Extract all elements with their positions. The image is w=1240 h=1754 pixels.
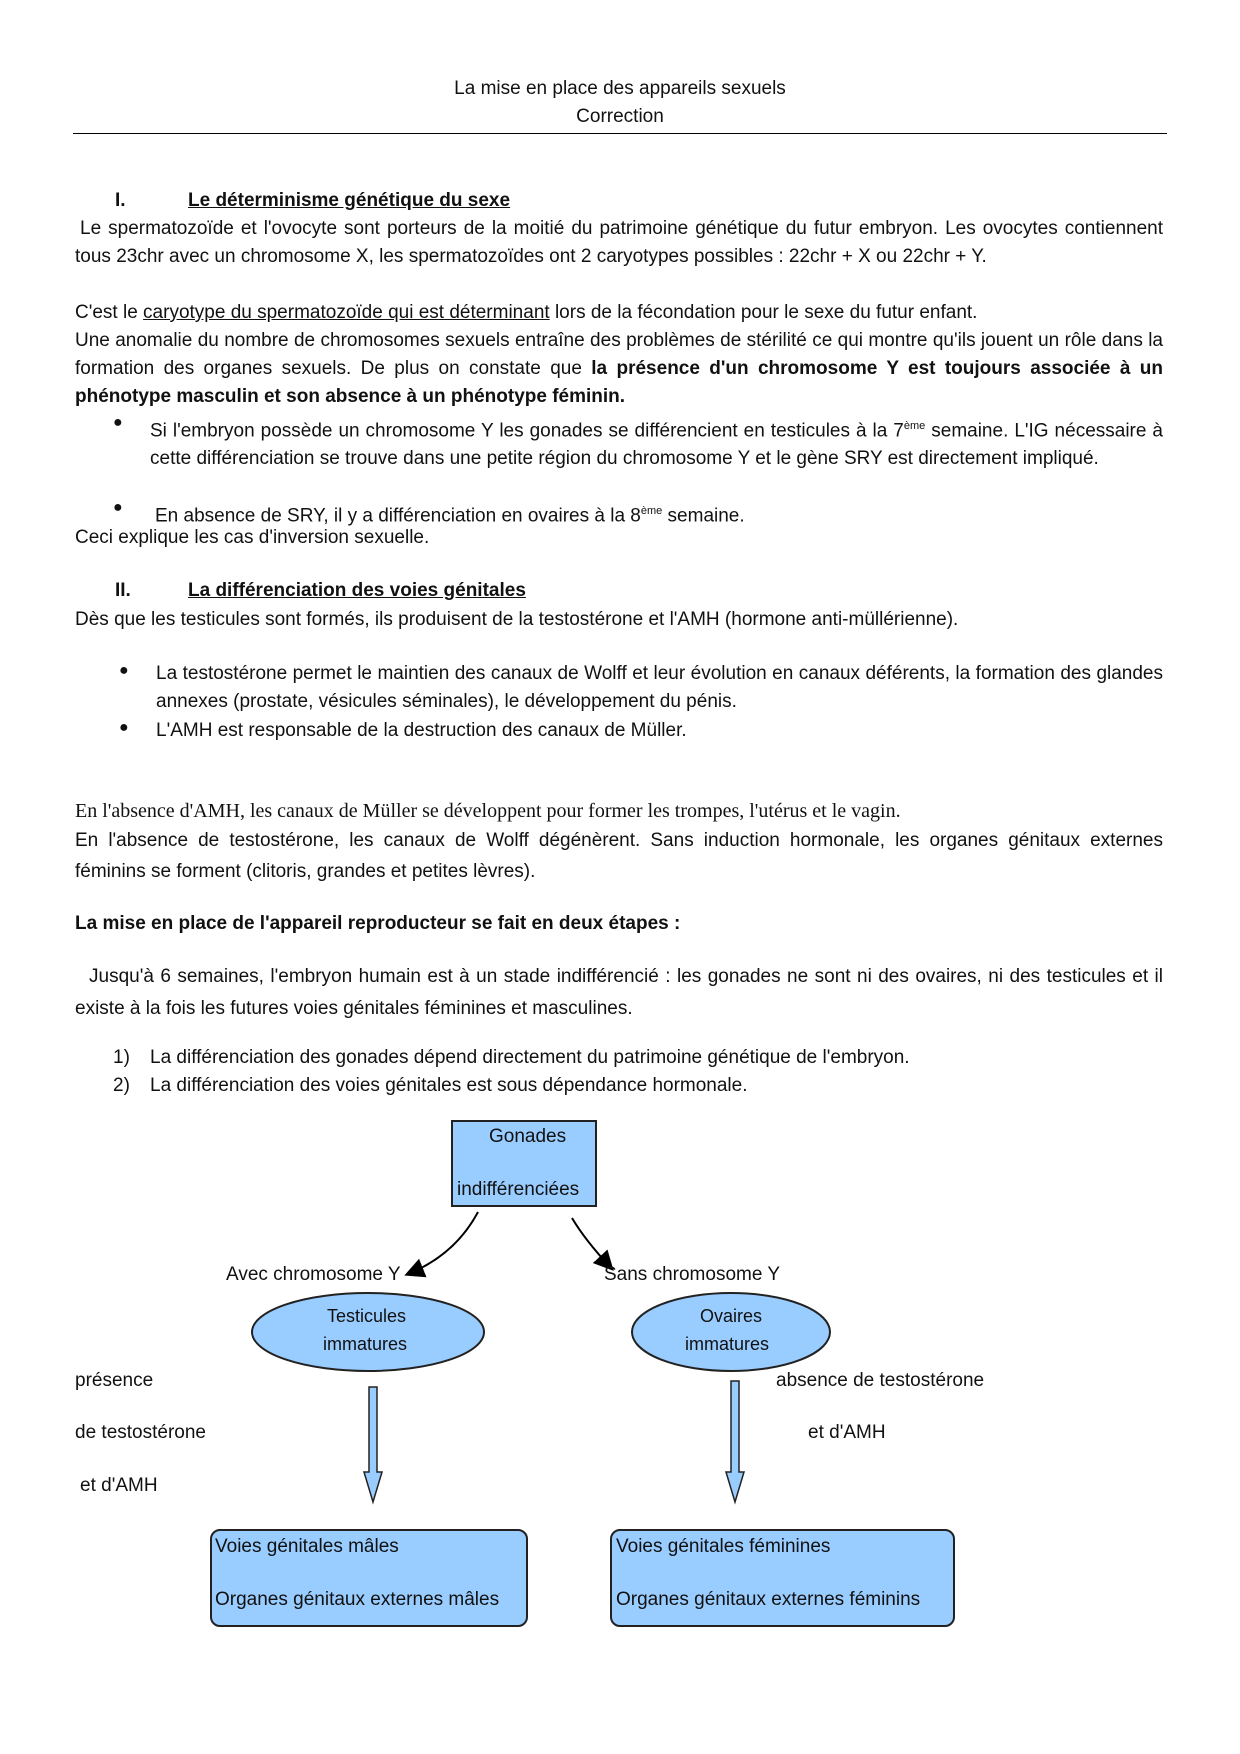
s2-bullet-1: La testostérone permet le maintien des canaux de Wolff et leur évolution en canaux déférents, la formation des glandes annexes (prostate, vésicules séminales), le développement du pénis. [156, 663, 1163, 712]
superscript: ème [903, 420, 926, 432]
down-arrow-left [364, 1387, 382, 1502]
arrow-left-curve [408, 1212, 478, 1274]
left-condition-2: de testostérone [75, 1422, 206, 1443]
step-2-text: La différenciation des voies génitales est sous dépendance hormonale. [150, 1075, 748, 1096]
s2-paragraph-3: En l'absence de testostérone, les canaux de Wolff dégénèrent. Sans induction hormonale, les organes génitaux externes féminins se forment (clitoris, grandes et petites lèvres). [75, 830, 1163, 882]
down-arrow-right [726, 1381, 744, 1502]
bullet-icon: ● [113, 414, 123, 431]
right-condition-2: et d'AMH [808, 1422, 886, 1443]
document-title: La mise en place des appareils sexuels [454, 78, 786, 99]
sans-chromosome-label: Sans chromosome Y [604, 1264, 781, 1285]
text: Une anomalie du nombre de chromosomes sexuels entraîne des problèmes de stérilité ce qui montre qu'ils jouent un rôle dans la formation des organes sexuels. De plus on constate que [75, 330, 1163, 379]
gonades-line-2: indifférenciées [457, 1179, 580, 1200]
document-subtitle: Correction [576, 106, 664, 127]
avec-chromosome-label: Avec chromosome Y [226, 1264, 401, 1285]
bold-text: la présence d'un chromosome Y est toujours associée à un phénotype masculin et son absence à un phénotype féminin. [75, 358, 1163, 407]
s2-paragraph-1: Dès que les testicules sont formés, ils produisent de la testostérone et l'AMH (hormone anti-müllérienne). [75, 609, 959, 630]
right-condition-1: absence de testostérone [776, 1370, 985, 1391]
left-condition-1: présence [75, 1370, 154, 1391]
s2-paragraph-5: Jusqu'à 6 semaines, l'embryon humain est à un stade indifférencié : les gonades ne sont ni des ovaires, ni des testicules et il existe à la fois les futures voies génitales féminines et masculines. [75, 966, 1163, 1019]
ovaires-line-2: immatures [685, 1334, 770, 1354]
female-box-line-2: Organes génitaux externes féminins [616, 1589, 921, 1610]
s2-bullet-2: L'AMH est responsable de la destruction des canaux de Müller. [156, 720, 687, 741]
text: lors de la fécondation pour le sexe du futur enfant. [549, 302, 978, 323]
male-box-line-1: Voies génitales mâles [215, 1536, 399, 1557]
underlined-text: caryotype du spermatozoïde qui est déterminant [143, 302, 550, 323]
male-box-line-2: Organes génitaux externes mâles [215, 1589, 500, 1610]
text: En absence de SRY, il y a différenciation en ovaires à la 8 [155, 505, 641, 527]
testicules-ellipse [252, 1293, 484, 1371]
bullet-icon: ● [119, 719, 129, 736]
section-2-title: La différenciation des voies génitales [188, 580, 526, 601]
arrow-right-curve [572, 1218, 611, 1268]
text: semaine. [662, 505, 745, 527]
ovaires-ellipse [632, 1293, 830, 1371]
section-1-title: Le déterminisme génétique du sexe [188, 190, 511, 211]
bullet-icon: ● [113, 499, 123, 516]
female-box-line-1: Voies génitales féminines [616, 1536, 831, 1557]
step-1-number: 1) [113, 1047, 130, 1068]
text: C'est le [75, 302, 144, 323]
section-1-number: I. [115, 190, 126, 211]
s2-paragraph-4: La mise en place de l'appareil reproducteur se fait en deux étapes : [75, 913, 681, 934]
step-2-number: 2) [113, 1075, 130, 1096]
testicules-line-1: Testicules [327, 1306, 407, 1326]
step-1-text: La différenciation des gonades dépend directement du patrimoine génétique de l'embryon. [150, 1047, 910, 1068]
text: semaine. L'IG nécessaire à cette différenciation se trouve dans une petite région du chromosome Y et le gène SRY est directement impliqué. [150, 420, 1163, 470]
text: Si l'embryon possède un chromosome Y les gonades se différencient en testicules à la 7 [150, 420, 904, 442]
s2-paragraph-2: En l'absence d'AMH, les canaux de Müller se développent pour former les trompes, l'utérus et le vagin. [75, 800, 901, 822]
gonades-line-1: Gonades [489, 1126, 567, 1147]
left-condition-3: et d'AMH [80, 1475, 158, 1496]
bullet-icon: ● [119, 662, 129, 679]
s1-paragraph-1: Le spermatozoïde et l'ovocyte sont porteurs de la moitié du patrimoine génétique du futur embryon. Les ovocytes contiennent tous 23chr avec un chromosome X, les spermatozoïdes ont 2 caryotypes possibles : 22chr + X ou 22chr + Y. [75, 218, 1163, 267]
testicules-line-2: immatures [323, 1334, 408, 1354]
ovaires-line-1: Ovaires [700, 1306, 763, 1326]
s1-paragraph-4: Ceci explique les cas d'inversion sexuelle. [75, 527, 430, 548]
section-2-number: II. [115, 580, 131, 601]
superscript: ème [640, 505, 663, 517]
